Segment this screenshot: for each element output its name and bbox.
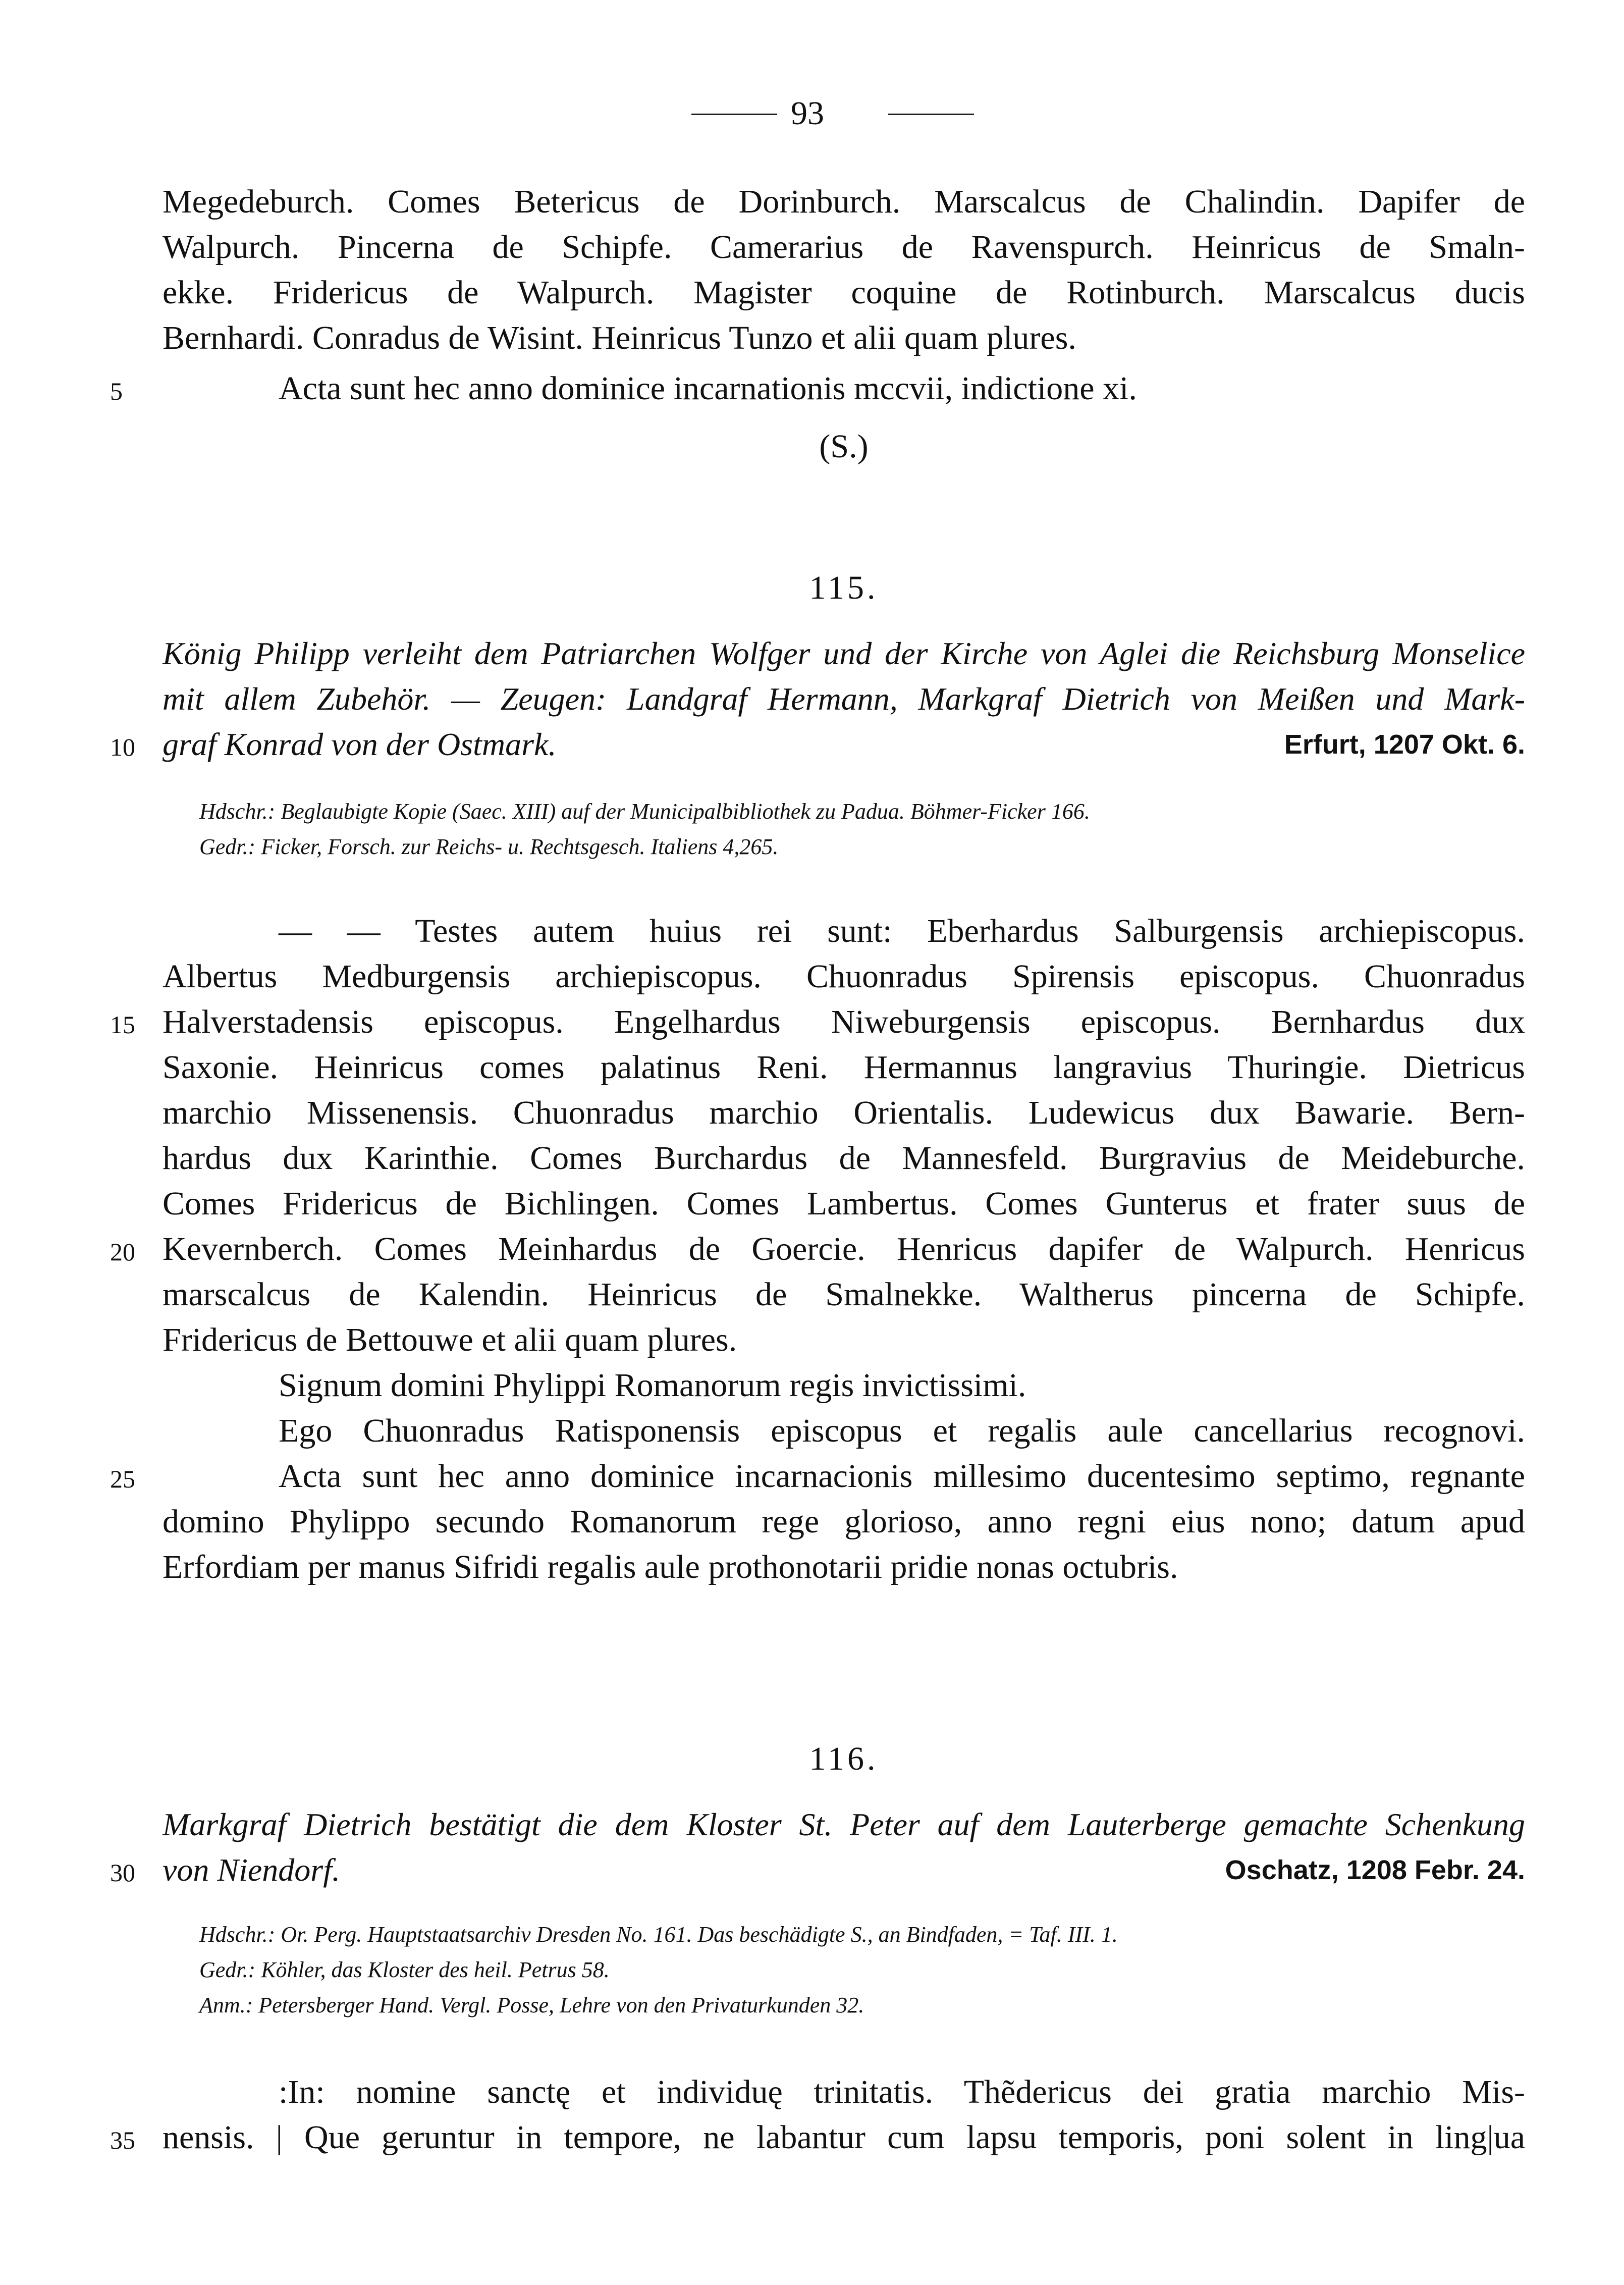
doc115-summary-3: graf Konrad von der Ostmark.	[163, 726, 557, 762]
line-number-10: 10	[110, 733, 135, 761]
seal-mark: (S.)	[819, 428, 869, 465]
doc116-place-date: Oschatz, 1208 Febr. 24.	[1225, 1855, 1525, 1885]
doc115-note-1: Hdschr.: Beglaubigte Kopie (Saec. XIII) auf der Municipalbibliothek zu Padua. Böhmer-Ficker 166.	[199, 799, 1090, 824]
top-line-1: Megedeburch. Comes Betericus de Dorinburch. Marscalcus de Chalindin. Dapifer de	[163, 183, 1525, 220]
page-number: 93	[791, 95, 824, 132]
doc116-summary-2-row	[163, 1847, 1525, 1893]
top-line-2: Walpurch. Pincerna de Schipfe. Camerarius de Ravenspurch. Heinricus de Smaln-	[163, 229, 1525, 265]
top-line-3: ekke. Fridericus de Walpurch. Magister coquine de Rotinburch. Marscalcus ducis	[163, 274, 1525, 311]
line-number-5: 5	[110, 377, 123, 405]
doc115-place-date: Erfurt, 1207 Okt. 6.	[1284, 729, 1525, 760]
doc116-text-1: :In: nomine sanctę et individuę trinitatis. Thẽdericus dei gratia marchio Mis-	[279, 2074, 1525, 2110]
doc115-text-7: Comes Fridericus de Bichlingen. Comes Lambertus. Comes Gunterus et frater suus de	[163, 1185, 1525, 1222]
doc115-number: 115.	[809, 569, 879, 606]
doc116-summary-1: Markgraf Dietrich bestätigt die dem Kloster St. Peter auf dem Lauterberge gemachte Schenkung	[163, 1806, 1525, 1842]
doc115-text-15: Erfordiam per manus Sifridi regalis aule prothonotarii pridie nonas octubris.	[163, 1549, 1178, 1585]
line-number-30: 30	[110, 1858, 135, 1887]
doc115-text-12: Ego Chuonradus Ratisponensis episcopus et regalis aule cancellarius recognovi.	[279, 1412, 1525, 1449]
doc115-text-5: marchio Missenensis. Chuonradus marchio Orientalis. Ludewicus dux Bawarie. Bern-	[163, 1094, 1525, 1131]
doc116-number: 116.	[809, 1740, 879, 1777]
doc116-text-2: nensis. | Que geruntur in tempore, ne labantur cum lapsu temporis, poni solent in ling|ua	[163, 2119, 1525, 2156]
doc116-note-2: Gedr.: Köhler, das Kloster des heil. Petrus 58.	[199, 1957, 610, 1982]
doc115-summary-2: mit allem Zubehör. — Zeugen: Landgraf Hermann, Markgraf Dietrich von Meißen und Mark-	[163, 681, 1525, 717]
top-line-4: Bernhardi. Conradus de Wisint. Heinricus Tunzo et alii quam plures.	[163, 320, 1076, 356]
doc115-text-10: Fridericus de Bettouwe et alii quam plures.	[163, 1321, 737, 1358]
doc116-summary-2: von Niendorf.	[163, 1852, 340, 1888]
doc115-note-2: Gedr.: Ficker, Forsch. zur Reichs- u. Rechtsgesch. Italiens 4,265.	[199, 834, 779, 859]
doc115-text-8: Kevernberch. Comes Meinhardus de Goercie. Henricus dapifer de Walpurch. Henricus	[163, 1231, 1525, 1267]
top-line-5: Acta sunt hec anno dominice incarnationis mccvii, indictione xi.	[279, 370, 1137, 407]
line-number-15: 15	[110, 1011, 135, 1039]
header-rule-right	[888, 114, 974, 115]
line-number-35: 35	[110, 2126, 135, 2154]
doc115-summary-1: König Philipp verleiht dem Patriarchen Wolfger und der Kirche von Aglei die Reichsburg Monselice	[163, 635, 1525, 671]
doc116-note-3: Anm.: Petersberger Hand. Vergl. Posse, Lehre von den Privaturkunden 32.	[199, 1993, 864, 2017]
doc115-text-1: — — Testes autem huius rei sunt: Eberhardus Salburgensis archiepiscopus.	[279, 913, 1525, 949]
doc116-note-1: Hdschr.: Or. Perg. Hauptstaatsarchiv Dresden No. 161. Das beschädigte S., an Bindfaden, = Taf. III. 1.	[199, 1922, 1118, 1947]
doc115-text-2: Albertus Medburgensis archiepiscopus. Chuonradus Spirensis episcopus. Chuonradus	[163, 958, 1525, 995]
doc115-text-14: domino Phylippo secundo Romanorum rege glorioso, anno regni eius nono; datum apud	[163, 1503, 1525, 1540]
doc115-text-6: hardus dux Karinthie. Comes Burchardus de Mannesfeld. Burgravius de Meideburche.	[163, 1140, 1525, 1177]
doc115-text-4: Saxonie. Heinricus comes palatinus Reni. Hermannus langravius Thuringie. Dietricus	[163, 1049, 1525, 1086]
doc115-text-3: Halverstadensis episcopus. Engelhardus Niweburgensis episcopus. Bernhardus dux	[163, 1003, 1525, 1040]
doc115-text-13: Acta sunt hec anno dominice incarnacionis millesimo ducentesimo septimo, regnante	[279, 1458, 1525, 1495]
line-number-20: 20	[110, 1238, 135, 1266]
doc115-summary-3-row	[163, 722, 1525, 767]
doc115-text-9: marscalcus de Kalendin. Heinricus de Smalnekke. Waltherus pincerna de Schipfe.	[163, 1276, 1525, 1313]
doc115-text-11: Signum domini Phylippi Romanorum regis invictissimi.	[279, 1367, 1026, 1404]
line-number-25: 25	[110, 1465, 135, 1493]
